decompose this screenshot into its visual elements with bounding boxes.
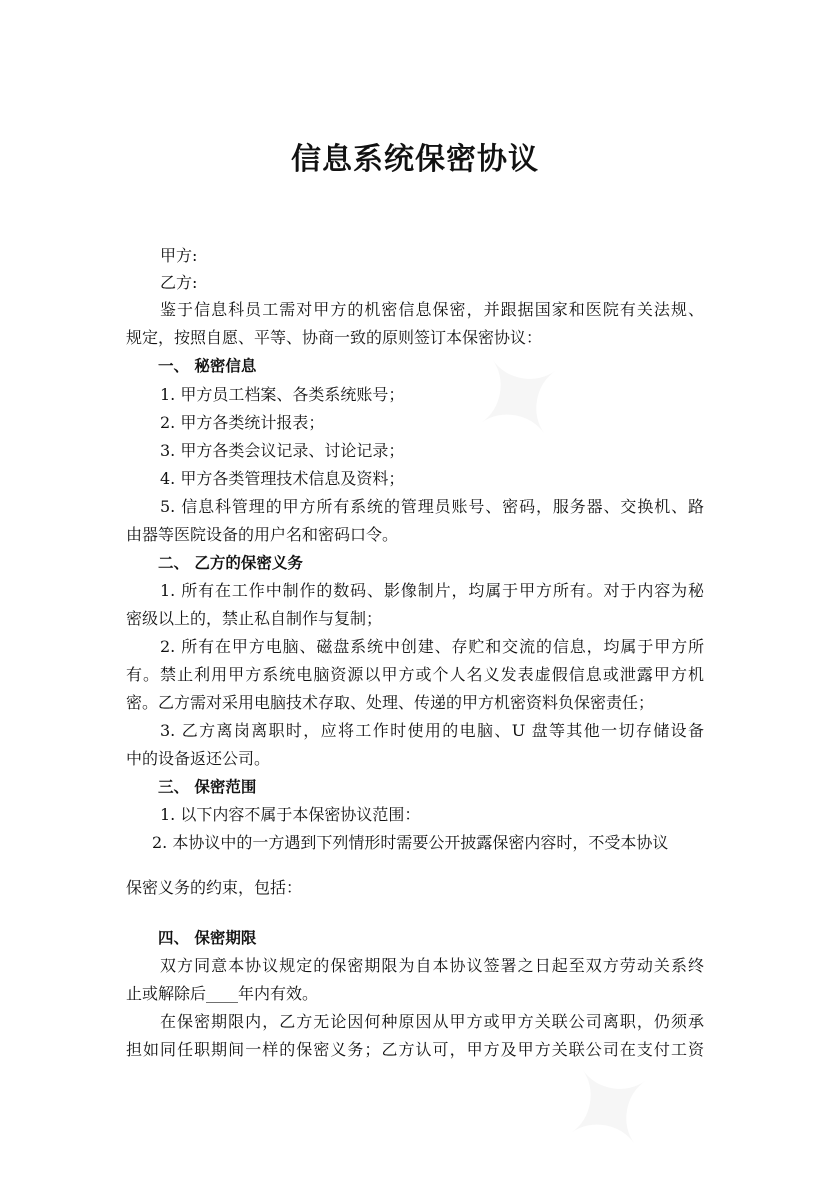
paragraph-line: 双方同意本协议规定的保密期限为自本协议签署之日起至双方劳动关系终 (160, 956, 704, 975)
intro-line: 鉴于信息科员工需对甲方的机密信息保密，并跟据国家和医院有关法规、 (160, 300, 704, 319)
list-item: 3. 乙方离岗离职时，应将工作时使用的电脑、U 盘等其他一切存储设备 (160, 721, 704, 740)
paragraph-line: 在保密期限内，乙方无论因何种原因从甲方或甲方关联公司离职，仍须承 (160, 1012, 704, 1031)
party-a-label: 甲方: (160, 246, 198, 265)
list-item: 1. 所有在工作中制作的数码、影像制片，均属于甲方所有。对于内容为秘 (160, 581, 704, 600)
section-heading-1: 一、 秘密信息 (158, 357, 257, 375)
list-item: 4. 甲方各类管理技术信息及资料； (160, 469, 405, 488)
list-item-cont: 密级以上的，禁止私自制作与复制； (126, 609, 383, 628)
list-item: 2. 甲方各类统计报表； (160, 413, 325, 432)
list-item-cont: 密。乙方需对采用电脑技术存取、处理、传递的甲方机密资料负保密责任； (126, 693, 655, 712)
section-heading-2: 二、 乙方的保密义务 (158, 554, 303, 572)
list-item: 5. 信息科管理的甲方所有系统的管理员账号、密码，服务器、交换机、路 (160, 497, 704, 516)
list-item: 1. 以下内容不属于本保密协议范围： (160, 805, 421, 824)
list-item: 2. 本协议中的一方遇到下列情形时需要公开披露保密内容时，不受本协议 (152, 833, 669, 852)
section-heading-3: 三、 保密范围 (158, 778, 257, 796)
list-item-cont: 由器等医院设备的用户名和密码口令。 (126, 525, 399, 544)
list-item: 1. 甲方员工档案、各类系统账号； (160, 385, 405, 404)
list-item-cont: 中的设备返还公司。 (126, 749, 271, 768)
party-b-label: 乙方: (160, 273, 198, 292)
section-heading-4: 四、 保密期限 (158, 929, 257, 947)
paragraph-line: 止或解除后____年内有效。 (126, 984, 319, 1003)
document-title: 信息系统保密协议 (291, 142, 539, 177)
list-item: 2. 所有在甲方电脑、磁盘系统中创建、存贮和交流的信息，均属于甲方所 (160, 637, 704, 656)
list-item-cont: 有。禁止利用甲方系统电脑资源以甲方或个人名义发表虚假信息或泄露甲方机 (126, 665, 704, 684)
list-item-cont: 保密义务的约束，包括： (126, 878, 303, 897)
intro-line: 规定，按照自愿、平等、协商一致的原则签订本保密协议： (126, 328, 543, 347)
list-item: 3. 甲方各类会议记录、讨论记录； (160, 441, 405, 460)
paragraph-line: 担如同任职期间一样的保密义务；乙方认可，甲方及甲方关联公司在支付工资 (126, 1040, 704, 1059)
